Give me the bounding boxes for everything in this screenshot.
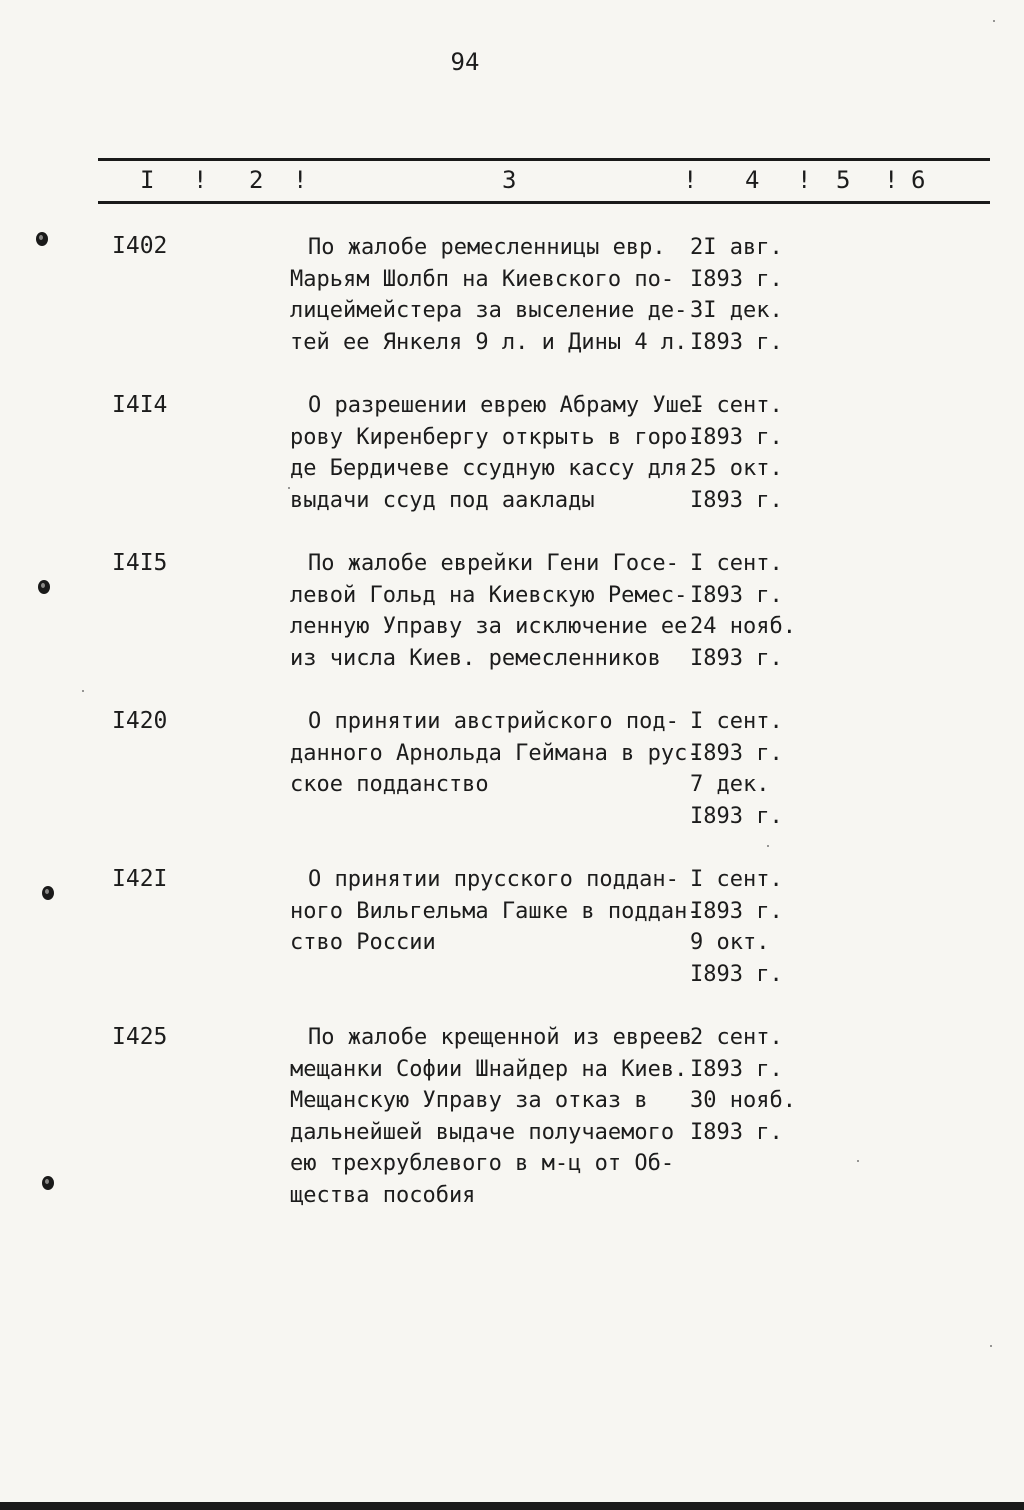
date-line: 30 нояб. bbox=[690, 1088, 796, 1114]
punch-hole-mark bbox=[42, 1176, 54, 1190]
scan-speck bbox=[767, 845, 769, 847]
date-line: I893 г. bbox=[690, 487, 783, 513]
record-description bbox=[290, 548, 690, 674]
date-line: I893 г. bbox=[690, 1056, 783, 1082]
column-separator: ! bbox=[683, 166, 698, 194]
date-line: I893 г. bbox=[690, 645, 783, 671]
record-id: I425 bbox=[112, 1024, 168, 1050]
record-id: I420 bbox=[112, 708, 168, 734]
description-line: левой Гольд на Киевскую Ремес- bbox=[290, 582, 688, 608]
record-dates bbox=[690, 390, 810, 516]
date-line: I сент. bbox=[690, 393, 783, 418]
record-dates bbox=[690, 548, 810, 674]
description-line: По жалобе ремесленницы евр. bbox=[308, 235, 666, 260]
description-line: дальнейшей выдаче получаемого bbox=[290, 1119, 675, 1145]
date-line: 24 нояб. bbox=[690, 614, 796, 640]
description-line: лицеймейстера за выселение де- bbox=[290, 298, 688, 324]
page-bottom-edge bbox=[0, 1502, 1024, 1510]
record-id: I4I4 bbox=[112, 392, 168, 418]
record-description bbox=[290, 390, 706, 516]
column-separator: ! bbox=[797, 166, 812, 194]
record-id: I4I5 bbox=[112, 550, 168, 576]
punch-hole-mark bbox=[38, 580, 50, 594]
description-line: О разрешении еврею Абраму Уше- bbox=[308, 393, 706, 418]
punch-hole-mark bbox=[36, 232, 48, 246]
scan-speck bbox=[857, 1160, 859, 1162]
date-line: I893 г. bbox=[690, 582, 783, 608]
description-line: По жалобе крещенной из евреев bbox=[308, 1025, 693, 1050]
scan-speck bbox=[82, 690, 84, 692]
column-separator: ! bbox=[193, 166, 208, 194]
record-description bbox=[290, 706, 701, 801]
description-line: Марьям Шолбп на Киевского по- bbox=[290, 266, 675, 292]
description-line: тей ее Янкеля 9 л. и Дины 4 л. bbox=[290, 329, 688, 355]
header-bottom-rule bbox=[98, 201, 990, 204]
punch-hole-mark bbox=[42, 886, 54, 900]
description-line: данного Арнольда Геймана в рус- bbox=[290, 740, 701, 766]
date-line: 3I дек. bbox=[690, 298, 783, 324]
description-line: О принятии австрийского под- bbox=[308, 709, 679, 734]
date-line: I893 г. bbox=[690, 803, 783, 829]
record-dates bbox=[690, 232, 810, 358]
column-separator: ! bbox=[293, 166, 308, 194]
date-line: 2I авг. bbox=[690, 235, 783, 260]
column-header-1: I bbox=[140, 166, 155, 194]
description-line: ленную Управу за исключение ее bbox=[290, 614, 688, 640]
date-line: I сент. bbox=[690, 709, 783, 734]
description-line: О принятии прусского поддан- bbox=[308, 867, 679, 892]
date-line: I893 г. bbox=[690, 424, 783, 450]
date-line: I893 г. bbox=[690, 266, 783, 292]
column-header-5: 5 bbox=[836, 166, 851, 194]
date-line: I сент. bbox=[690, 867, 783, 892]
description-line: мещанки Софии Шнайдер на Киев. bbox=[290, 1056, 688, 1082]
description-line: выдачи ссуд под ааклады bbox=[290, 487, 595, 513]
column-separator: ! bbox=[884, 166, 899, 194]
date-line: 2 сент. bbox=[690, 1025, 783, 1050]
record-dates bbox=[690, 864, 810, 990]
record-dates bbox=[690, 706, 810, 832]
scan-speck bbox=[288, 487, 290, 489]
description-line: ного Вильгельма Гашке в поддан- bbox=[290, 898, 701, 924]
record-id: I402 bbox=[112, 233, 168, 259]
date-line: 7 дек. bbox=[690, 772, 770, 798]
scan-speck bbox=[993, 20, 995, 22]
date-line: I893 г. bbox=[690, 329, 783, 355]
description-line: Мещанскую Управу за отказ в bbox=[290, 1088, 648, 1114]
column-header-4: 4 bbox=[745, 166, 760, 194]
description-line: щества пособия bbox=[290, 1182, 476, 1208]
date-line: 25 окт. bbox=[690, 456, 783, 482]
date-line: I893 г. bbox=[690, 961, 783, 987]
date-line: I893 г. bbox=[690, 740, 783, 766]
description-line: ство России bbox=[290, 930, 436, 956]
column-header-6: 6 bbox=[911, 166, 926, 194]
header-top-rule bbox=[98, 158, 990, 161]
record-id: I42I bbox=[112, 866, 168, 892]
description-line: де Бердичеве ссудную кассу для bbox=[290, 456, 688, 482]
column-header-2: 2 bbox=[249, 166, 264, 194]
date-line: I893 г. bbox=[690, 1119, 783, 1145]
column-header-3: 3 bbox=[502, 166, 517, 194]
record-description bbox=[290, 232, 690, 358]
date-line: I893 г. bbox=[690, 898, 783, 924]
description-line: По жалобе еврейки Гени Госе- bbox=[308, 551, 679, 576]
page-number: 94 bbox=[450, 48, 480, 76]
date-line: I сент. bbox=[690, 551, 783, 576]
date-line: 9 окт. bbox=[690, 930, 770, 956]
record-dates bbox=[690, 1022, 810, 1148]
record-description bbox=[290, 1022, 693, 1212]
scan-speck bbox=[990, 1345, 992, 1347]
description-line: рову Киренбергу открыть в горо- bbox=[290, 424, 701, 450]
description-line: ею трехрублевого в м-ц от Об- bbox=[290, 1151, 675, 1177]
description-line: ское подданство bbox=[290, 772, 489, 798]
description-line: из числа Киев. ремесленников bbox=[290, 645, 661, 671]
record-description bbox=[290, 864, 701, 959]
